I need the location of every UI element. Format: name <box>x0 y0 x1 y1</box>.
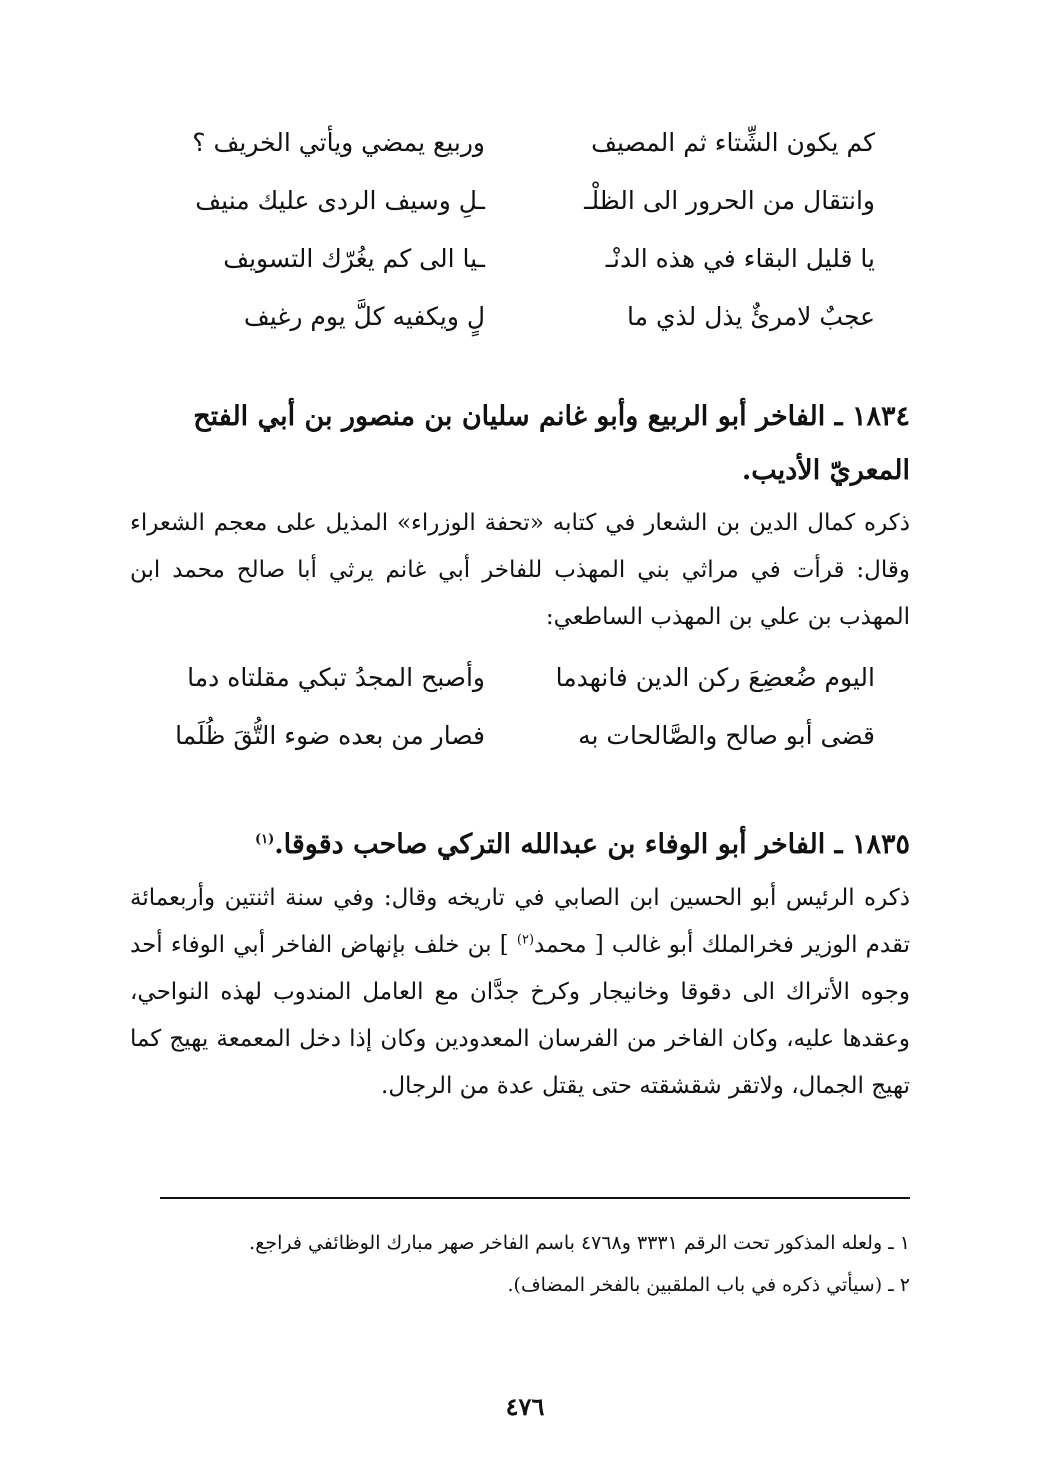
verse-row <box>155 648 875 706</box>
verse-first-hemistich: اليوم ضُعضِعَ ركن الدين فانهدما <box>555 662 875 692</box>
verse-first-hemistich: يا قليل البقاء في هذه الدنْـ <box>605 243 875 273</box>
verse-row <box>155 171 875 229</box>
footnote-2: ٢ ـ (سيأتي ذكره في باب الملقبين بالفخر المضاف). <box>507 1274 910 1296</box>
verse-second-hemistich: فصار من بعده ضوء التُّقَ ظُلَما <box>175 720 485 750</box>
footnote-1: ١ ـ ولعله المذكور تحت الرقم ٣٣٣١ و٤٧٦٨ باسم الفاخر صهر مبارك الوظائفي فراجع. <box>249 1232 910 1254</box>
verse-second-hemistich: وربيع يمضي ويأتي الخريف ؟ <box>192 127 485 157</box>
page-number: ٤٧٦ <box>505 1392 545 1421</box>
verse-row <box>155 706 875 764</box>
footnotes <box>130 1222 910 1306</box>
verse-second-hemistich: وأصبح المجدُ تبكي مقلتاه دما <box>187 662 485 692</box>
verse-row <box>155 113 875 171</box>
verse-first-hemistich: كم يكون الشِّتاء ثم المصيف <box>591 127 875 157</box>
entry-1834-text: ذكره كمال الدين بن الشعار في كتابه «تحفة الوزراء» المذيل على معجم الشعراء وقال: قرأت في مراثي بني المهذب للفاخر أبي غانم يرثي أبا صالح محمد ابن المهذب بن علي بن المهذب الساطعي: <box>130 510 910 630</box>
footnote-ref-1: (١) <box>254 832 275 847</box>
poem-1 <box>155 113 875 345</box>
verse-first-hemistich: قضى أبو صالح والصَّالحات به <box>578 720 875 750</box>
poem-2 <box>155 648 875 764</box>
verse-second-hemistich: لٍ ويكفيه كلَّ يوم رغيف <box>243 301 485 331</box>
entry-1835-heading-text: ١٨٣٥ ـ الفاخر أبو الوفاء بن عبدالله التركي صاحب دقوقا. <box>274 829 910 860</box>
entry-1835-text <box>130 875 910 1110</box>
verse-second-hemistich: ـيا الى كم يغُرّك التسويف <box>223 243 485 273</box>
verse-second-hemistich: ـلِ وسيف الردى عليك منيف <box>195 185 485 215</box>
entry-1834-heading: ١٨٣٤ ـ الفاخر أبو الربيع وأبو غانم سليان بن منصور بن أبي الفتح المعريّ الأديب. <box>193 401 910 486</box>
verse-first-hemistich: عجبٌ لامرئٌ يذل لذي ما <box>627 301 875 331</box>
verse-row <box>155 287 875 345</box>
entry-1835-heading <box>130 818 910 872</box>
entry-1835-text-part-a: ذكره الرئيس أبو الحسين ابن الصابي في تاريخه وقال: وفي سنة اثنتين وأربعمائة تقدم الوزير فخرالملك أبو غالب [ محمد <box>130 885 910 958</box>
entry-1835-text-part-b: ] بن خلف بإنهاض الفاخر أبي الوفاء أحد وجوه الأتراك الى دقوقا وخانيجار وكرخ جدَّان مع العامل المندوب لهذه النواحي، وعقدها عليه، وكان الفاخر من الفرسان المعدودين وكان إذا دخل المعمعة يهيج كما تهيج الجمال، ولاتقر شقشقته حتى يقتل عدة من الرجال. <box>130 932 910 1099</box>
footnote-ref-2: (٢) <box>516 932 535 948</box>
verse-first-hemistich: وانتقال من الحرور الى الظلْـ <box>584 185 875 215</box>
verse-row <box>155 229 875 287</box>
footnote-separator <box>160 1197 910 1199</box>
